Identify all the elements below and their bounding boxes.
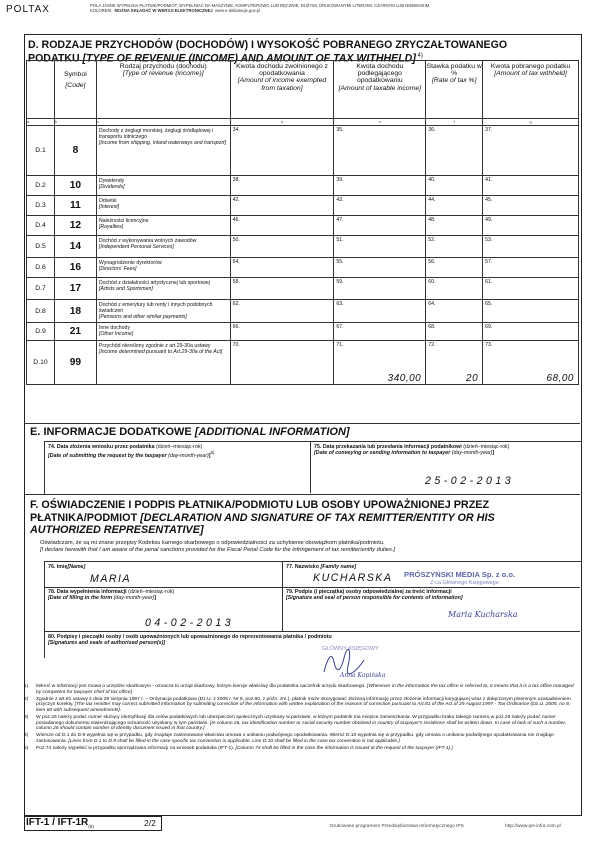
edeklaracje-link[interactable]: www.e-deklaracje.gov.pl [215, 8, 260, 13]
row-label: D.6 [27, 258, 55, 278]
col-rate-en: [Rate of tax %] [431, 77, 477, 85]
col-taxable-en: [Amount of taxable income] [338, 84, 422, 92]
poltax-label: POLTAX [6, 4, 50, 15]
footnote-en: [Column 74 shall be filled in the case the information is issued at the request of the taxpayer (IFT-1).] [235, 745, 453, 751]
amount-cell[interactable] [483, 236, 579, 258]
field-78-en: [Date of filling in the form [48, 595, 113, 601]
company-stamp: PRÓSZYŃSKI MEDIA Sp. z o.o. [404, 570, 516, 579]
col-tax-en: [Amount of tax withheld] [494, 70, 567, 78]
field-number: 50. [232, 237, 240, 243]
table-row [27, 236, 579, 258]
field-76[interactable] [48, 564, 85, 570]
amount-value: 340,00 [387, 373, 422, 384]
letter-e: e [334, 119, 426, 126]
field-number: 70. [232, 342, 240, 348]
row-income-type-pl: Dywidendy [98, 178, 125, 184]
row-label: D.1 [27, 126, 55, 176]
field-number: 68. [428, 324, 436, 330]
col-type [96, 61, 230, 119]
field-number: 38. [232, 177, 240, 183]
amount-value: 68,00 [546, 373, 574, 384]
footnote [24, 715, 580, 732]
footnote [24, 746, 580, 752]
footnote-en: [In column 26, tax identification number or social security number obtained in country of taxpayer's residence shall be written down. In case of lack of such a number, column 26 should contain number of identity document issued in that country.] [36, 720, 567, 732]
section-e-title [30, 427, 350, 438]
chief-accountant-stamp: GŁÓWNY KSIĘGOWY [322, 646, 379, 652]
amount-cell[interactable] [230, 278, 334, 300]
row-income-type [96, 258, 230, 278]
amount-cell[interactable] [483, 258, 579, 278]
column-letters-row [27, 119, 579, 126]
table-row [27, 176, 579, 196]
footnote-text [36, 746, 453, 752]
row-label: D.8 [27, 300, 55, 323]
field-number: 56. [428, 259, 436, 265]
footnote-pl: Zgodnie z art.81 ustawy z dnia 29 sierpnia 1997 r. – Ordynacja podatkowa (Dz.U. z 2005 r. Nr 8, poz.60, z późn. zm.), płatnik może skorygować złożoną informację przez złożenie informacji korygującej wraz z dołączonym pisemnym uzasadnieniem przyczyn korekty. [36, 696, 571, 708]
field-number: 69. [485, 324, 493, 330]
amount-cell[interactable] [483, 323, 579, 341]
amount-cell[interactable] [426, 258, 483, 278]
field-75-en-end: ] [492, 450, 495, 456]
amount-cell[interactable] [230, 176, 334, 196]
field-number: 54. [232, 259, 240, 265]
row-income-type [96, 278, 230, 300]
col-taxable [334, 61, 426, 119]
field-number: 43. [336, 197, 344, 203]
amount-cell[interactable] [483, 341, 579, 385]
col-tax [483, 61, 579, 119]
field-80[interactable] [48, 634, 578, 646]
stamp-title: Z-ca Głównego Księgowego [430, 580, 499, 586]
field-number: 58. [232, 279, 240, 285]
amount-cell[interactable] [426, 300, 483, 323]
footnote-pl: Poz.74 należy wypełnić w przypadku sporządzania informacji na wniosek podatnika (IFT-1). [36, 745, 235, 751]
section-f-title-en: [DECLARATION AND SIGNATURE OF TAX REMITTER/ENTITY OR HIS [140, 511, 495, 524]
amount-cell[interactable] [230, 196, 334, 216]
letter-g: g [483, 119, 579, 126]
amount-cell[interactable] [426, 216, 483, 236]
row-symbol: 11 [54, 196, 96, 216]
field-number: 72. [428, 342, 436, 348]
footnote-number: 1) [24, 684, 29, 689]
table-row [27, 341, 579, 385]
field-76-label: 76. Imię [48, 564, 68, 570]
field-number: 62. [232, 301, 240, 307]
row-symbol: 18 [54, 300, 96, 323]
form-instructions [90, 3, 560, 13]
col-symbol-label: Symbol [64, 71, 87, 78]
field-78-en-end: ] [154, 595, 157, 601]
row-symbol: 14 [54, 236, 96, 258]
section-f-title-line1: F. OŚWIADCZENIE I PODPIS PŁATNIKA/PODMIOTU LUB OSOBY UPOWAŻNIONEJ PRZEZ [30, 499, 490, 511]
signature-kopinska: Anna Kopińska [340, 672, 386, 679]
row-symbol: 99 [54, 341, 96, 385]
field-77[interactable] [286, 564, 356, 570]
field-74-en-end: ] [208, 452, 211, 459]
instructions-line2 [90, 8, 560, 13]
field-number: 44. [428, 197, 436, 203]
field-74[interactable] [48, 444, 306, 459]
row-income-type [96, 126, 230, 176]
field-number: 41. [485, 177, 493, 183]
field-number: 34. [232, 127, 240, 133]
field-number: 37. [485, 127, 493, 133]
field-77-value[interactable]: KUCHARSKA [313, 572, 393, 584]
col-symbol-en: [Code] [65, 82, 86, 90]
table-row [27, 300, 579, 323]
f-col-divider [282, 561, 283, 631]
footnote [24, 684, 580, 695]
field-number: 67. [336, 324, 344, 330]
footnote-number: 2) [24, 696, 29, 702]
field-number: 64. [428, 301, 436, 307]
field-74-en: [Date of submitting the request by the taxpayer [48, 452, 167, 459]
form-id [26, 817, 94, 829]
field-79[interactable] [286, 589, 578, 601]
field-75-en: [Date of conveying or sending information to taxpayer [314, 450, 451, 456]
field-79-label: 79. Podpis (i pieczątka) osoby odpowiedzialnej za treść informacji [286, 589, 452, 595]
field-number: 60. [428, 279, 436, 285]
amount-cell[interactable] [230, 126, 334, 176]
amount-cell[interactable] [334, 278, 426, 300]
row-income-type-en: [Other Income] [98, 331, 134, 337]
row-income-type-en: [Income from shipping, inland waterways and transport] [98, 140, 227, 146]
amount-cell[interactable] [334, 341, 426, 385]
field-number: 40. [428, 177, 436, 183]
form-version: (9) [88, 824, 94, 829]
amount-value: 20 [466, 373, 479, 384]
header-blank [27, 61, 55, 119]
section-f-title-pl: PŁATNIKA/PODMIOT [30, 511, 141, 524]
col-type-en: [Type of revenue (income)] [122, 70, 204, 78]
amount-cell[interactable] [426, 196, 483, 216]
field-80-label: 80. Podpisy i pieczątki osoby / osób upoważnionych lub upoważnionego do reprezentowania płatnika / podmiotu [48, 634, 332, 640]
footnote-ref-5: 5) [210, 450, 215, 455]
row-income-type-en: [Royalties] [98, 224, 124, 230]
row-label: D.4 [27, 216, 55, 236]
declaration-en: [I declare herewith that I am aware of the penal sanctions provided for the Fiscal Penal Code for the infringement of tax remitter/entity duties.] [40, 547, 396, 553]
amount-cell[interactable] [230, 258, 334, 278]
amount-cell[interactable] [334, 196, 426, 216]
amount-cell[interactable] [426, 278, 483, 300]
field-78-value[interactable]: 04-02-2013 [145, 617, 235, 629]
field-78-label: 78. Data wypełnienia informacji [48, 589, 127, 595]
form-id-text: IFT-1 / IFT-1R [26, 817, 89, 828]
amount-cell[interactable] [230, 236, 334, 258]
field-78[interactable] [48, 589, 280, 601]
row-income-type [96, 176, 230, 196]
col-rate-label: Stawka podatku w % [426, 63, 482, 78]
field-number: 63. [336, 301, 344, 307]
amount-cell[interactable] [483, 278, 579, 300]
declaration-pl: Oświadczam, że są mi znane przepisy Kodeksu karnego skarbowego o odpowiedzialności za uchybienie obowiązkom płatnika/podmiotu. [40, 540, 385, 546]
footnote-pl: W poz.26 należy podać numer służący identyfikacji dla celów podatkowych lub ubezpieczeń społecznych uzyskany w państwie, w którym podatnik ma miejsce zamieszkania. W przypadku braku takiego numeru w poz.26 należy podać numer posiadanego dokumentu stwierdzającego tożsamość uzyskany w tym państwie. [36, 714, 556, 726]
section-e-divider [310, 441, 311, 493]
section-f [24, 494, 580, 495]
footnote-text [36, 733, 580, 744]
field-number: 35. [336, 127, 344, 133]
row-label: D.10 [27, 341, 55, 385]
instructions-line1: POLA JASNE WYPEŁNIA PŁATNIK/PODMIOT, WYPEŁNIAĆ NA MASZYNIE, KOMPUTEROWO LUB RĘCZNIE, DUŻYMI, DRUKOWANYMI LITERAMI, CZARNYM LUB NIEBIESKIM [90, 3, 430, 8]
section-f-title-line3: AUTHORIZED REPRESENTATIVE] [30, 524, 204, 536]
table-header-row [27, 61, 579, 119]
amount-cell[interactable] [230, 323, 334, 341]
row-label: D.2 [27, 176, 55, 196]
row-symbol: 16 [54, 258, 96, 278]
row-income-type [96, 323, 230, 341]
row-symbol: 21 [54, 323, 96, 341]
letter-d: d [230, 119, 334, 126]
field-78-en-hint: (day-month-year) [113, 595, 155, 601]
field-75-label: 75. Data przekazania lub przesłania informacji podatnikowi [314, 444, 462, 450]
income-table [26, 60, 579, 385]
section-f-title [30, 499, 576, 537]
amount-cell[interactable] [426, 126, 483, 176]
row-income-type-pl: Dochód z emerytury lub renty i innych podobnych świadczeń [98, 302, 213, 314]
amount-cell[interactable] [334, 258, 426, 278]
field-number: 59. [336, 279, 344, 285]
row-income-type-pl: Wynagrodzenie dyrektorów [98, 260, 162, 266]
field-number: 48. [428, 217, 436, 223]
row-symbol: 12 [54, 216, 96, 236]
amount-cell[interactable] [334, 236, 426, 258]
field-number: 47. [336, 217, 344, 223]
row-income-type [96, 341, 230, 385]
col-taxable-label: Kwota dochodu podlegającego opodatkowaniu [356, 63, 404, 85]
col-type-label: Rodzaj przychodu (dochodu) [119, 63, 207, 70]
field-number: 71. [336, 342, 344, 348]
page-number: 2/2 [144, 818, 156, 828]
amount-cell[interactable] [230, 300, 334, 323]
row-income-type [96, 216, 230, 236]
section-d-title-line1: D. RODZAJE PRZYCHODÓW (DOCHODÓW) I WYSOKOŚĆ POBRANEGO ZRYCZAŁTOWANEGO [28, 39, 508, 51]
row-symbol: 8 [54, 126, 96, 176]
amount-cell[interactable] [334, 300, 426, 323]
declaration [40, 540, 580, 554]
amount-cell[interactable] [483, 126, 579, 176]
amount-cell[interactable] [230, 341, 334, 385]
footnote-text [36, 697, 580, 714]
amount-cell[interactable] [426, 236, 483, 258]
row-label: D.9 [27, 323, 55, 341]
row-income-type-pl: Inne dochody [98, 325, 131, 331]
row-income-type [96, 300, 230, 323]
printer-note: Drukowane programem Przedsiębiorstwa Informatycznego IPS [330, 824, 464, 829]
field-74-hint: (dzień–miesiąc-rok) [156, 444, 203, 450]
field-75[interactable] [314, 444, 578, 456]
amount-cell[interactable] [334, 176, 426, 196]
amount-cell[interactable] [426, 323, 483, 341]
footnote-ref-4: 4) [415, 53, 423, 59]
col-exempt-en: [Amount of income exempted from taxation] [237, 77, 327, 92]
field-79-en: [Signature and seal of person responsible for contents of information] [286, 595, 463, 601]
field-78-hint: (dzień–miesiąc-rok) [128, 589, 175, 595]
row-income-type-pl: Należności licencyjne [98, 218, 149, 224]
amount-cell[interactable] [483, 300, 579, 323]
section-e-title-pl: E. INFORMACJE DODATKOWE [30, 426, 195, 438]
field-77-label: 77. Nazwisko [286, 564, 319, 570]
footnote-text [36, 715, 580, 732]
field-76-value[interactable]: MARIA [90, 573, 132, 585]
letter-a: a [27, 119, 55, 126]
footnote-text [36, 684, 580, 695]
row-income-type-pl: Dochód z działalności artystycznej lub sportowej [98, 280, 210, 286]
row-income-type-en: [Income determined pursuant to Art.29-30a of the Act] [98, 349, 223, 355]
footnote-pl: Ilekroć w informacji jest mowa o urzędzie skarbowym - oznacza to urząd skarbowy, którym kieruje właściwy dla podatnika naczelnik urzędu skarbowego. [36, 684, 366, 689]
amount-cell[interactable] [230, 216, 334, 236]
row-income-type [96, 236, 230, 258]
letter-b: b [54, 119, 96, 126]
col-exempt [230, 61, 334, 119]
letter-c: c [96, 119, 230, 126]
footnotes [24, 684, 580, 753]
instructions-kolorem: KOLOREM. [90, 8, 113, 13]
col-tax-label: Kwota pobranego podatku [490, 63, 571, 70]
field-number: 52. [428, 237, 436, 243]
footnote-en: [Whenever in the information the tax office is referred to, it means that it is a tax office managed by competent for taxpayer chief of tax office]. [36, 684, 574, 695]
amount-cell[interactable] [483, 196, 579, 216]
field-76-en: [Name] [67, 564, 86, 570]
field-75-en-hint: (day-month-year) [451, 450, 493, 456]
col-symbol [54, 61, 96, 119]
section-d-title-en: [TYPE OF REVENUE (INCOME) AND AMOUNT OF TAX WITHHELD] [82, 52, 416, 65]
table-row [27, 258, 579, 278]
row-income-type-en: [Interest] [98, 204, 120, 210]
section-e-title-en: [ADDITIONAL INFORMATION] [194, 426, 350, 438]
signature-kucharska: Maria Kucharska [448, 610, 518, 619]
row-income-type-pl: Odsetki [98, 198, 117, 204]
row-income-type-en: [Directors' Fees] [98, 266, 137, 272]
col-exempt-label: Kwota dochodu zwolnionego z opodatkowania [236, 63, 328, 78]
instructions-electronic: MOŻNA SKŁADAĆ W WERSJI ELEKTRONICZNEJ [114, 8, 213, 13]
field-number: 55. [336, 259, 344, 265]
footnote-number: 4) [24, 733, 29, 739]
amount-cell[interactable] [334, 126, 426, 176]
section-e [24, 423, 580, 424]
row-label: D.7 [27, 278, 55, 300]
amount-cell[interactable] [334, 216, 426, 236]
table-row [27, 196, 579, 216]
table-row [27, 126, 579, 176]
field-74-label: 74. Data złożenia wniosku przez podatnika [48, 444, 155, 450]
f-row-divider2 [44, 631, 580, 632]
footnote [24, 697, 580, 714]
field-number: 49. [485, 217, 493, 223]
field-number: 51. [336, 237, 344, 243]
field-number: 45. [485, 197, 493, 203]
footnote [24, 733, 580, 744]
field-number: 53. [485, 237, 493, 243]
row-income-type-pl: Dochód z wykonywania wolnych zawodów [98, 238, 197, 244]
field-74-en-hint: (day-month-year) [168, 452, 209, 459]
field-number: 65. [485, 301, 493, 307]
col-rate [426, 61, 483, 119]
field-number: 46. [232, 217, 240, 223]
field-number: 36. [428, 127, 436, 133]
field-77-en: [Family name] [320, 564, 357, 570]
row-income-type-en: [Pensions and other similar payments] [98, 314, 187, 320]
amount-cell[interactable] [483, 176, 579, 196]
row-symbol: 10 [54, 176, 96, 196]
table-row [27, 278, 579, 300]
footnote-number: 3) [24, 714, 29, 720]
row-income-type [96, 196, 230, 216]
field-number: 39. [336, 177, 344, 183]
section-d-title-podatku: PODATKU [28, 52, 83, 65]
field-75-value[interactable]: 25-02-2013 [425, 475, 515, 487]
table-row [27, 216, 579, 236]
footnote-en: [The tax remitter may correct submitted information by submitting correction of the information with written explanation of the reasons of correction pursuant to Art.81 of the Act of 29 August 1997 - Tax Ordinance (Dz.U. 2005, no 8, item 60 with subsequent amendments]. [36, 702, 571, 713]
field-number: 73. [485, 342, 493, 348]
ips-link[interactable]: http://www.ips-infor.com.pl [505, 824, 561, 829]
row-income-type-en: [Artists and Sportsmen] [98, 286, 153, 292]
row-label: D.3 [27, 196, 55, 216]
footnote-pl: Wiersze od D.1 do D.9 wypełnia się w przypadku, gdy znajduje zastosowanie właściwa umowa o unikaniu podwójnego opodatkowania. Wiersz D.10 wypełnia się w przypadku, gdy umowa o unikaniu podwójnego opodatkowania nie znajduje zastosowania. [36, 733, 554, 744]
row-income-type-pl: Dochody z żeglugi morskiej, żeglugi śródlądowej i transportu lotniczego [98, 128, 214, 140]
amount-cell[interactable] [334, 323, 426, 341]
row-income-type-pl: Przychód określony zgodnie z art.29-30a ustawy [98, 343, 211, 349]
amount-cell[interactable] [483, 216, 579, 236]
field-number: 57. [485, 259, 493, 265]
amount-cell[interactable] [426, 176, 483, 196]
row-label: D.5 [27, 236, 55, 258]
amount-cell[interactable] [426, 341, 483, 385]
field-80-en: [Signatures and seals of authorised person(s)] [48, 640, 166, 646]
f-row-divider1 [44, 587, 580, 588]
footnote-en: [Lines from D.1 to D.9 shall be filled in the case specific tax convention is applicable. Line D.10 shall be filled in the case tax convention is not applicable.] [68, 738, 400, 744]
letter-f: f [426, 119, 483, 126]
row-symbol: 17 [54, 278, 96, 300]
field-number: 66. [232, 324, 240, 330]
footnote-number: 5) [24, 745, 29, 751]
field-number: 61. [485, 279, 493, 285]
row-income-type-en: [Independent Personal Services] [98, 244, 174, 250]
field-number: 42. [232, 197, 240, 203]
field-75-hint: (dzień–miesiąc-rok) [463, 444, 510, 450]
table-row [27, 323, 579, 341]
row-income-type-en: [Dividends] [98, 184, 125, 190]
